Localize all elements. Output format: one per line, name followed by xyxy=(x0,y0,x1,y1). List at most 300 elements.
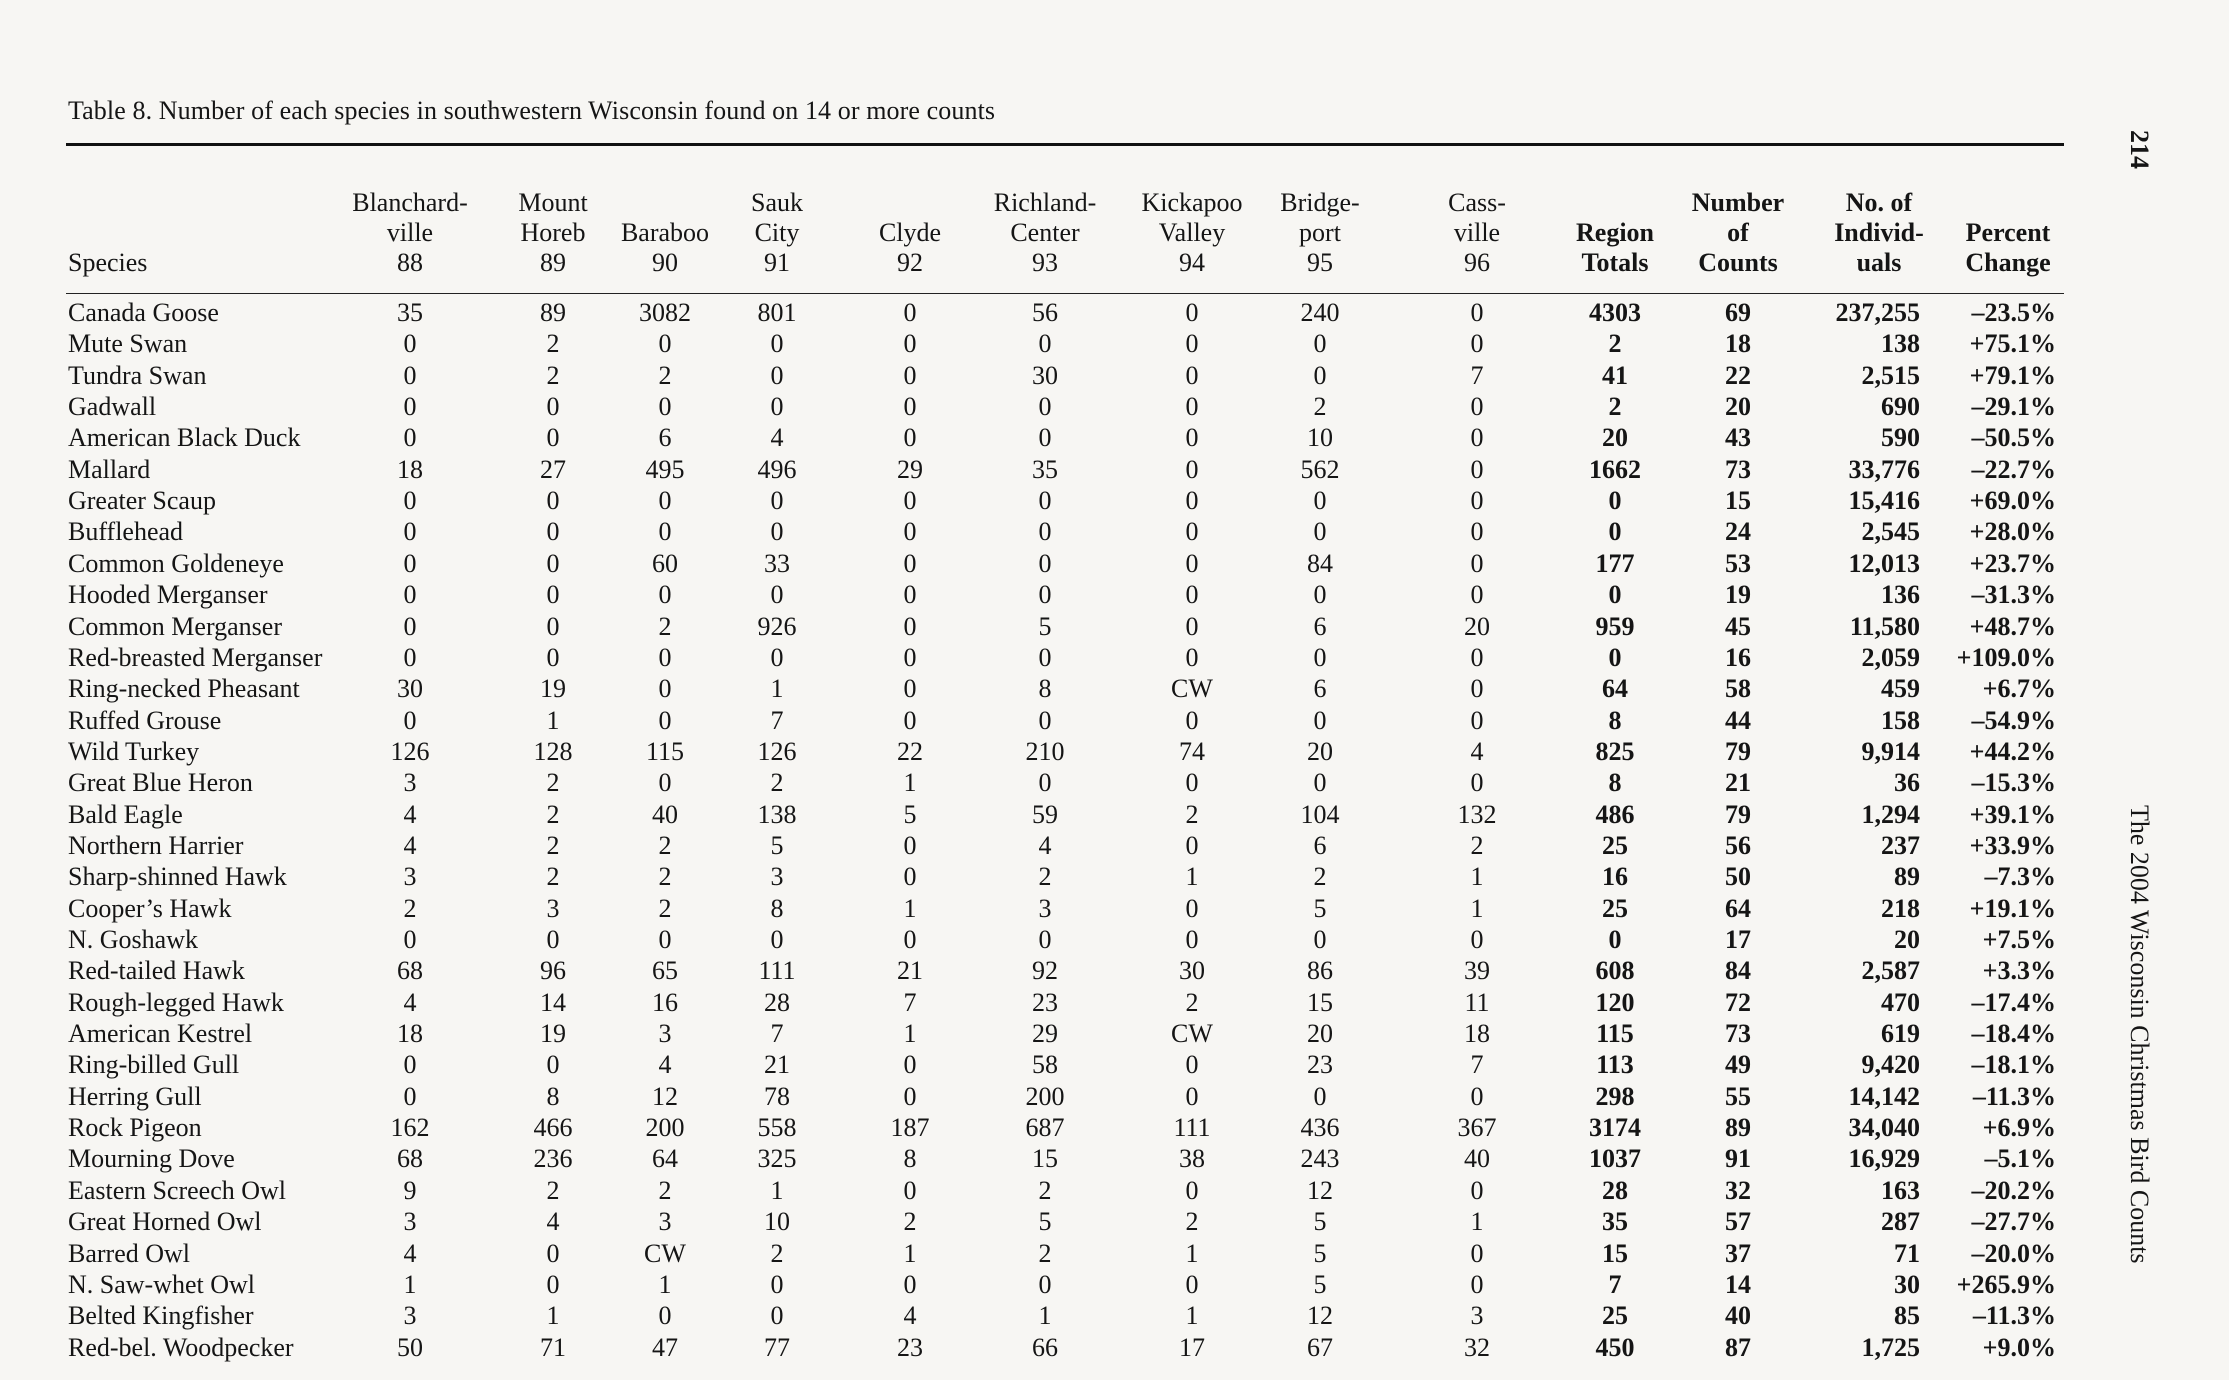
count-cell: 210 xyxy=(1025,736,1065,766)
species-name: Gadwall xyxy=(68,392,157,422)
count-header-95 xyxy=(1255,188,1385,278)
count-cell: 3 xyxy=(1038,893,1052,923)
count-cell: 12 xyxy=(652,1081,678,1111)
count-cell: 18 xyxy=(1464,1019,1490,1049)
count-cell: 0 xyxy=(1313,486,1327,516)
count-cell: 64 xyxy=(652,1144,678,1174)
species-name: Red-bel. Woodpecker xyxy=(68,1332,294,1362)
count-header-l1: Cass- xyxy=(1448,188,1506,217)
count-cell: 21 xyxy=(897,956,923,986)
count-cell: 2 xyxy=(658,830,672,860)
count-cell: 0 xyxy=(546,486,560,516)
count-cell: 0 xyxy=(903,580,917,610)
individuals-cell: 16,929 xyxy=(1848,1144,1920,1174)
count-cell: 0 xyxy=(1470,454,1484,484)
count-cell: 89 xyxy=(540,298,566,327)
count-cell: 0 xyxy=(1185,517,1199,547)
count-cell: 2 xyxy=(546,830,560,860)
count-cell: 1 xyxy=(546,705,560,735)
count-cell: 3 xyxy=(658,1207,672,1237)
count-cell: 0 xyxy=(903,674,917,704)
count-cell: 30 xyxy=(1179,956,1205,986)
count-cell: 33 xyxy=(764,548,790,578)
individuals-cell: 71 xyxy=(1894,1238,1920,1268)
count-cell: 0 xyxy=(1185,1175,1199,1205)
count-cell: 5 xyxy=(770,830,784,860)
count-cell: 0 xyxy=(903,423,917,453)
region-total-cell: 25 xyxy=(1602,830,1628,860)
region-total-cell: 41 xyxy=(1602,360,1628,390)
individuals-cell: 136 xyxy=(1881,580,1920,610)
count-header-num: 91 xyxy=(764,248,790,277)
count-cell: 367 xyxy=(1457,1113,1497,1143)
region-total-cell: 2 xyxy=(1608,329,1622,359)
count-cell: 0 xyxy=(658,486,672,516)
count-cell: 2 xyxy=(403,893,417,923)
count-cell: 40 xyxy=(1464,1144,1490,1174)
count-header-num: 89 xyxy=(540,248,566,277)
region-total-cell: 35 xyxy=(1602,1207,1628,1237)
count-cell: 1 xyxy=(903,1019,917,1049)
count-cell: 7 xyxy=(1470,1050,1484,1080)
count-cell: 35 xyxy=(397,298,423,327)
region-total-cell: 120 xyxy=(1595,987,1635,1017)
region-total-cell: 25 xyxy=(1602,1301,1628,1331)
count-cell: 29 xyxy=(897,454,923,484)
percent-change-cell: –5.1% xyxy=(1984,1144,2056,1174)
count-cell: 0 xyxy=(903,611,917,641)
count-cell: 20 xyxy=(1307,1019,1333,1049)
count-cell: 0 xyxy=(403,548,417,578)
species-name: N. Saw-whet Owl xyxy=(68,1269,256,1299)
count-header-88 xyxy=(345,188,475,278)
count-cell: 0 xyxy=(1038,486,1052,516)
count-header-l2: ville xyxy=(1453,218,1501,247)
number-of-counts-cell: 87 xyxy=(1725,1332,1751,1362)
percent-change-cell: +28.0% xyxy=(1969,517,2056,547)
count-cell: 39 xyxy=(1464,956,1490,986)
individuals-cell: 20 xyxy=(1894,925,1920,954)
count-cell: 0 xyxy=(770,517,784,547)
count-cell: 6 xyxy=(1313,830,1327,860)
number-of-counts-cell: 19 xyxy=(1725,580,1751,610)
individuals-cell: 163 xyxy=(1881,1175,1920,1205)
count-cell: 0 xyxy=(658,580,672,610)
count-cell: 0 xyxy=(658,1301,672,1331)
count-cell: 96 xyxy=(540,956,566,986)
region-total-cell: 608 xyxy=(1595,956,1635,986)
region-total-cell: 3174 xyxy=(1589,1113,1641,1143)
count-cell: 0 xyxy=(1185,830,1199,860)
count-cell: 0 xyxy=(1038,423,1052,453)
percent-change-cell: –31.3% xyxy=(1971,580,2056,610)
individuals-cell: 15,416 xyxy=(1848,486,1920,516)
count-cell: 4 xyxy=(1038,830,1052,860)
count-cell: 12 xyxy=(1307,1301,1333,1331)
count-cell: 0 xyxy=(1185,1269,1199,1299)
count-cell: 0 xyxy=(1038,580,1052,610)
count-cell: 0 xyxy=(1470,486,1484,516)
count-header-89 xyxy=(488,188,618,278)
count-cell: 0 xyxy=(1185,423,1199,453)
count-cell: 0 xyxy=(403,705,417,735)
count-cell: 0 xyxy=(546,925,560,954)
region-total-cell: 1037 xyxy=(1589,1144,1641,1174)
count-cell: 0 xyxy=(903,298,917,327)
species-name: Rough-legged Hawk xyxy=(68,987,284,1017)
count-cell: CW xyxy=(1171,1019,1213,1049)
count-cell: 0 xyxy=(1038,925,1052,954)
number-of-counts-header: Number of Counts xyxy=(1691,188,1785,277)
count-cell: 0 xyxy=(903,548,917,578)
count-header-l1 xyxy=(845,188,975,218)
count-cell: 0 xyxy=(403,360,417,390)
count-cell: 0 xyxy=(903,486,917,516)
count-cell: 17 xyxy=(1179,1332,1205,1362)
individuals-cell: 2,587 xyxy=(1861,956,1920,986)
number-of-counts-cell: 24 xyxy=(1725,517,1751,547)
count-cell: 0 xyxy=(903,1050,917,1080)
count-cell: 562 xyxy=(1300,454,1340,484)
count-cell: 0 xyxy=(1470,1081,1484,1111)
count-cell: 0 xyxy=(1313,580,1327,610)
count-cell: 558 xyxy=(757,1113,797,1143)
count-header-96 xyxy=(1412,188,1542,278)
count-cell: 0 xyxy=(903,517,917,547)
count-cell: 0 xyxy=(546,1238,560,1268)
number-of-counts-cell: 89 xyxy=(1725,1113,1751,1143)
count-header-l1: Bridge- xyxy=(1280,188,1360,217)
region-totals-header: Region Totals xyxy=(1576,218,1654,277)
count-cell: 8 xyxy=(1038,674,1052,704)
count-cell: 0 xyxy=(403,580,417,610)
count-header-l2: Baraboo xyxy=(620,218,710,247)
individuals-cell: 287 xyxy=(1881,1207,1920,1237)
count-cell: 19 xyxy=(540,1019,566,1049)
table-top-rule xyxy=(66,143,2064,146)
number-of-counts-cell: 73 xyxy=(1725,454,1751,484)
count-cell: 4 xyxy=(546,1207,560,1237)
count-cell: 0 xyxy=(770,1269,784,1299)
count-cell: 0 xyxy=(546,548,560,578)
count-cell: 2 xyxy=(1185,987,1199,1017)
count-cell: 15 xyxy=(1307,987,1333,1017)
number-of-counts-cell: 43 xyxy=(1725,423,1751,453)
individuals-cell: 33,776 xyxy=(1848,454,1920,484)
count-cell: 2 xyxy=(546,329,560,359)
percent-change-header: Percent Change xyxy=(1965,218,2051,277)
individuals-cell: 590 xyxy=(1881,423,1920,453)
species-column-header: Species xyxy=(68,248,148,277)
number-of-counts-cell: 16 xyxy=(1725,642,1751,672)
individuals-cell: 36 xyxy=(1894,768,1920,798)
count-cell: 0 xyxy=(546,517,560,547)
count-cell: 0 xyxy=(1470,1175,1484,1205)
count-cell: 1 xyxy=(1185,862,1199,892)
count-cell: 1 xyxy=(903,768,917,798)
individuals-cell: 34,040 xyxy=(1848,1113,1920,1143)
region-total-cell: 64 xyxy=(1602,674,1628,704)
count-cell: 0 xyxy=(903,1081,917,1111)
count-header-l1: Mount xyxy=(518,188,588,217)
count-header-l1: Blanchard- xyxy=(352,188,468,217)
count-cell: 7 xyxy=(1470,360,1484,390)
count-cell: 78 xyxy=(764,1081,790,1111)
species-name: Mallard xyxy=(68,454,151,484)
count-cell: 801 xyxy=(757,298,797,327)
count-header-num: 95 xyxy=(1307,248,1333,277)
region-total-cell: 450 xyxy=(1595,1332,1635,1362)
count-cell: 0 xyxy=(770,925,784,954)
count-cell: 187 xyxy=(890,1113,930,1143)
count-cell: 0 xyxy=(1185,705,1199,735)
count-cell: 60 xyxy=(652,548,678,578)
individuals-cell: 89 xyxy=(1894,862,1920,892)
count-cell: 0 xyxy=(1313,925,1327,954)
count-cell: 3 xyxy=(403,768,417,798)
count-cell: 0 xyxy=(903,830,917,860)
count-cell: 14 xyxy=(540,987,566,1017)
count-cell: 2 xyxy=(546,1175,560,1205)
count-cell: 0 xyxy=(1185,642,1199,672)
percent-change-cell: +75.1% xyxy=(1969,329,2056,359)
region-total-cell: 2 xyxy=(1608,392,1622,422)
count-cell: 2 xyxy=(1313,392,1327,422)
count-cell: 926 xyxy=(757,611,797,641)
count-cell: 1 xyxy=(658,1269,672,1299)
count-cell: 0 xyxy=(1470,517,1484,547)
count-cell: 6 xyxy=(1313,611,1327,641)
percent-change-cell: –54.9% xyxy=(1971,705,2056,735)
number-of-counts-cell: 84 xyxy=(1725,956,1751,986)
count-cell: 0 xyxy=(403,1081,417,1111)
number-of-counts-cell: 79 xyxy=(1725,736,1751,766)
count-cell: 132 xyxy=(1457,799,1497,829)
count-cell: 1 xyxy=(903,893,917,923)
count-cell: 0 xyxy=(1313,329,1327,359)
count-cell: 0 xyxy=(1038,1269,1052,1299)
count-cell: 4 xyxy=(1470,736,1484,766)
count-cell: 1 xyxy=(1470,862,1484,892)
count-cell: 10 xyxy=(1307,423,1333,453)
region-total-cell: 0 xyxy=(1608,486,1622,516)
percent-change-cell: +69.0% xyxy=(1969,486,2056,516)
species-name: Common Goldeneye xyxy=(68,548,284,578)
count-cell: 0 xyxy=(1185,1081,1199,1111)
species-name: Ruffed Grouse xyxy=(68,705,222,735)
count-cell: 0 xyxy=(1038,768,1052,798)
count-header-num: 88 xyxy=(397,248,423,277)
individuals-cell: 1,725 xyxy=(1861,1332,1920,1362)
count-header-l1: Sauk xyxy=(751,188,803,217)
number-of-counts-cell: 50 xyxy=(1725,862,1751,892)
count-cell: 5 xyxy=(1038,611,1052,641)
count-cell: 0 xyxy=(1470,298,1484,327)
region-total-cell: 1662 xyxy=(1589,454,1641,484)
count-cell: 3 xyxy=(403,1207,417,1237)
region-total-cell: 0 xyxy=(1608,642,1622,672)
count-header-l1: Kickapoo xyxy=(1141,188,1243,217)
species-name: Sharp-shinned Hawk xyxy=(68,862,287,892)
count-cell: 5 xyxy=(1313,1238,1327,1268)
count-cell: 2 xyxy=(658,360,672,390)
count-cell: 6 xyxy=(1313,674,1327,704)
count-cell: 0 xyxy=(1470,768,1484,798)
count-cell: 243 xyxy=(1300,1144,1340,1174)
count-cell: 1 xyxy=(403,1269,417,1299)
count-cell: 0 xyxy=(1185,768,1199,798)
individuals-cell: 9,914 xyxy=(1861,736,1920,766)
count-cell: 162 xyxy=(390,1113,430,1143)
count-cell: 4 xyxy=(903,1301,917,1331)
count-cell: 0 xyxy=(1313,517,1327,547)
count-header-num: 96 xyxy=(1464,248,1490,277)
number-of-counts-cell: 73 xyxy=(1725,1019,1751,1049)
region-total-cell: 0 xyxy=(1608,925,1622,954)
count-cell: 0 xyxy=(546,1050,560,1080)
count-cell: 0 xyxy=(903,1269,917,1299)
count-cell: 2 xyxy=(658,611,672,641)
count-cell: 0 xyxy=(1185,486,1199,516)
count-cell: 2 xyxy=(1038,862,1052,892)
region-total-cell: 15 xyxy=(1602,1238,1628,1268)
count-cell: 3 xyxy=(1470,1301,1484,1331)
count-cell: 495 xyxy=(645,454,685,484)
individuals-cell: 470 xyxy=(1881,987,1920,1017)
species-name: Bald Eagle xyxy=(68,799,183,829)
count-header-91 xyxy=(712,188,842,278)
count-cell: 0 xyxy=(403,642,417,672)
count-cell: 3 xyxy=(403,1301,417,1331)
running-title: The 2004 Wisconsin Christmas Bird Counts xyxy=(2125,805,2154,1264)
count-cell: 0 xyxy=(1185,925,1199,954)
count-cell: 0 xyxy=(1038,705,1052,735)
number-of-counts-cell: 21 xyxy=(1725,768,1751,798)
percent-change-cell: –18.1% xyxy=(1971,1050,2056,1080)
count-cell: 0 xyxy=(1470,580,1484,610)
count-cell: 126 xyxy=(757,736,797,766)
region-total-cell: 20 xyxy=(1602,423,1628,453)
percent-change-cell: +44.2% xyxy=(1969,736,2056,766)
percent-change-cell: +6.9% xyxy=(1982,1113,2056,1143)
percent-change-cell: +39.1% xyxy=(1969,799,2056,829)
number-of-counts-cell: 37 xyxy=(1725,1238,1751,1268)
count-cell: 0 xyxy=(1313,768,1327,798)
count-cell: 71 xyxy=(540,1332,566,1362)
region-total-cell: 8 xyxy=(1608,768,1622,798)
percent-change-cell: +19.1% xyxy=(1969,893,2056,923)
number-of-counts-cell: 79 xyxy=(1725,799,1751,829)
percent-change-cell: –15.3% xyxy=(1971,768,2056,798)
count-cell: 0 xyxy=(546,423,560,453)
count-cell: 4 xyxy=(403,830,417,860)
count-header-l2: Center xyxy=(1010,218,1080,247)
count-cell: CW xyxy=(644,1238,686,1268)
species-name: Mute Swan xyxy=(68,329,188,359)
count-cell: 7 xyxy=(770,705,784,735)
count-cell: 104 xyxy=(1300,799,1340,829)
number-of-counts-cell: 49 xyxy=(1725,1050,1751,1080)
count-cell: 0 xyxy=(658,329,672,359)
count-cell: 2 xyxy=(1038,1238,1052,1268)
percent-change-cell: –20.2% xyxy=(1971,1175,2056,1205)
count-cell: 2 xyxy=(1038,1175,1052,1205)
count-header-92 xyxy=(845,188,975,278)
count-cell: 77 xyxy=(764,1332,790,1362)
count-cell: 200 xyxy=(1025,1081,1065,1111)
count-cell: 12 xyxy=(1307,1175,1333,1205)
count-cell: 1 xyxy=(770,674,784,704)
page-number: 214 xyxy=(2125,130,2154,169)
percent-change-cell: –11.3% xyxy=(1972,1081,2056,1111)
count-cell: 21 xyxy=(764,1050,790,1080)
count-cell: 115 xyxy=(645,736,685,766)
count-header-90 xyxy=(600,188,730,278)
count-cell: 23 xyxy=(1032,987,1058,1017)
individuals-cell: 11,580 xyxy=(1849,611,1920,641)
count-cell: 56 xyxy=(1032,298,1058,327)
individuals-header: No. of Individ- uals xyxy=(1834,188,1924,277)
count-cell: 2 xyxy=(1185,799,1199,829)
individuals-cell: 85 xyxy=(1894,1301,1920,1331)
count-cell: 2 xyxy=(903,1207,917,1237)
count-cell: 466 xyxy=(533,1113,573,1143)
count-cell: 18 xyxy=(397,454,423,484)
species-name: Wild Turkey xyxy=(68,736,200,766)
count-cell: 138 xyxy=(757,799,797,829)
count-cell: 0 xyxy=(903,862,917,892)
count-cell: 2 xyxy=(1470,830,1484,860)
individuals-cell: 2,059 xyxy=(1861,642,1920,672)
region-total-cell: 0 xyxy=(1608,580,1622,610)
count-header-l2: Valley xyxy=(1158,218,1226,247)
species-name: American Black Duck xyxy=(68,423,301,453)
count-cell: 0 xyxy=(1470,1238,1484,1268)
count-cell: 496 xyxy=(757,454,797,484)
count-cell: 0 xyxy=(1470,674,1484,704)
percent-change-cell: +48.7% xyxy=(1969,611,2056,641)
count-cell: 0 xyxy=(658,517,672,547)
count-cell: 2 xyxy=(770,1238,784,1268)
count-cell: 0 xyxy=(1185,454,1199,484)
percent-change-cell: –29.1% xyxy=(1971,392,2056,422)
count-header-num: 92 xyxy=(897,248,923,277)
count-cell: 8 xyxy=(546,1081,560,1111)
count-cell: 0 xyxy=(1470,642,1484,672)
number-of-counts-cell: 40 xyxy=(1725,1301,1751,1331)
count-cell: 0 xyxy=(658,705,672,735)
count-cell: 0 xyxy=(903,329,917,359)
count-cell: 1 xyxy=(1470,1207,1484,1237)
count-header-num: 94 xyxy=(1179,248,1205,277)
count-cell: 47 xyxy=(652,1332,678,1362)
number-of-counts-cell: 32 xyxy=(1725,1175,1751,1205)
percent-change-cell: +9.0% xyxy=(1982,1332,2056,1362)
species-name: Great Blue Heron xyxy=(68,768,253,798)
count-cell: 5 xyxy=(1313,1269,1327,1299)
count-cell: 35 xyxy=(1032,454,1058,484)
count-cell: 2 xyxy=(770,768,784,798)
individuals-cell: 218 xyxy=(1881,893,1920,923)
count-cell: 2 xyxy=(546,768,560,798)
region-total-cell: 486 xyxy=(1595,799,1635,829)
count-cell: 1 xyxy=(546,1301,560,1331)
species-name: Cooper’s Hawk xyxy=(68,893,232,923)
species-name: Common Merganser xyxy=(68,611,282,641)
percent-change-cell: +7.5% xyxy=(1982,925,2056,954)
count-cell: 0 xyxy=(1038,392,1052,422)
count-cell: 0 xyxy=(1313,642,1327,672)
